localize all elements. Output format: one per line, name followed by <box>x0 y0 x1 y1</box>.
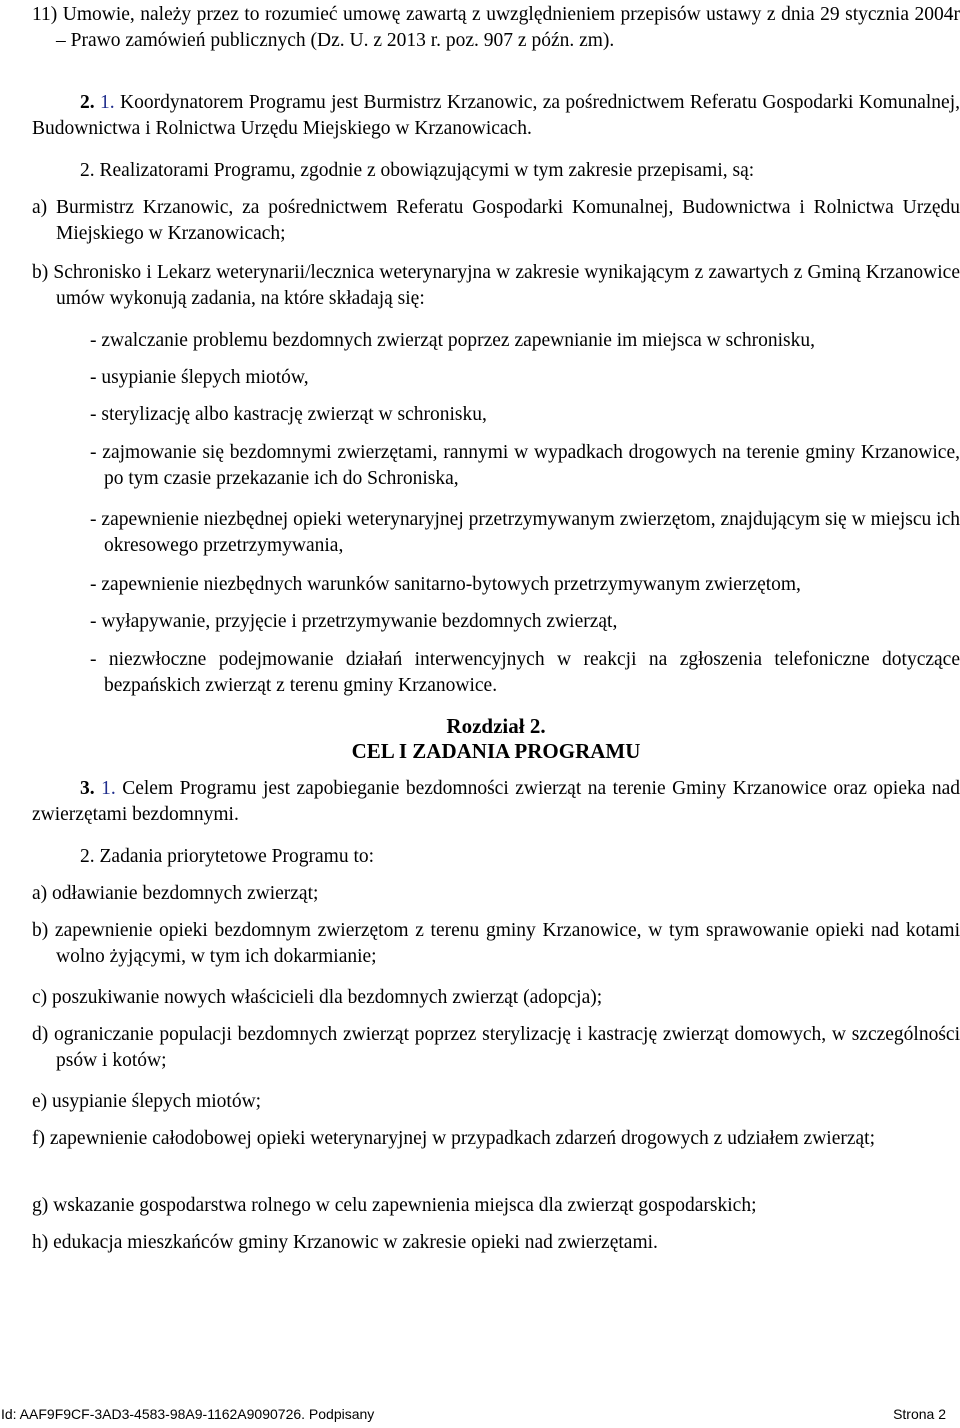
task-item-e: e) usypianie ślepych miotów; <box>32 1091 262 1112</box>
dash-item: - zapewnienie niezbędnej opieki weterynaryjnej przetrzymywanym zwierzętom, znajdującym się w miejscu ich okresowego przetrzymywania, <box>90 509 960 556</box>
paragraph-text: Zadania priorytetowe Programu to: <box>99 846 375 867</box>
document-id: Id: AAF9F9CF-3AD3-4583-98A9-1162A9090726. Podpisany <box>1 1406 375 1422</box>
paragraph-number: 2. <box>80 846 95 867</box>
chapter-number: Rozdział 2. <box>446 714 546 738</box>
paragraph-number: 1. <box>101 778 116 799</box>
task-item-h: h) edukacja mieszkańców gminy Krzanowic w zakresie opieki nad zwierzętami. <box>32 1232 658 1253</box>
task-item-d: d) ograniczanie populacji bezdomnych zwierząt poprzez sterylizację i kastrację zwierząt domowych, w szczególności psów i kotów; <box>32 1024 960 1071</box>
section-2-paragraph-2 <box>32 158 960 184</box>
task-item-g: g) wskazanie gospodarstwa rolnego w celu zapewnienia miejsca dla zwierząt gospodarskich; <box>32 1195 757 1216</box>
dash-item: - wyłapywanie, przyjęcie i przetrzymywanie bezdomnych zwierząt, <box>90 611 618 632</box>
section-3-paragraph-1 <box>32 776 960 828</box>
paragraph-number: 2. <box>80 160 95 181</box>
list-item-a: a) Burmistrz Krzanowic, za pośrednictwem Referatu Gospodarki Komunalnej, Budownictwa i Rolnictwa Urzędu Miejskiego w Krzanowicach; <box>32 197 960 244</box>
paragraph-text: Realizatorami Programu, zgodnie z obowiązującymi w tym zakresie przepisami, są: <box>99 160 755 181</box>
paragraph-text: Koordynatorem Programu jest Burmistrz Krzanowic, za pośrednictwem Referatu Gospodarki Komunalnej, Budownictwa i Rolnictwa Urzędu Miejskiego w Krzanowicach. <box>32 92 960 139</box>
section-number: 2. <box>80 92 95 113</box>
section-3-paragraph-2 <box>32 844 960 870</box>
page-footer <box>0 1405 960 1423</box>
list-item-b: b) Schronisko i Lekarz weterynarii/lecznica weterynaryjna w zakresie wynikającym z zawartych z Gminą Krzanowice umów wykonują zadania, na które składają się: <box>32 262 960 309</box>
paragraph-number: 1. <box>100 92 115 113</box>
dash-item: - zwalczanie problemu bezdomnych zwierząt poprzez zapewnianie im miejsca w schronisku, <box>90 330 815 351</box>
dash-item: - usypianie ślepych miotów, <box>90 367 309 388</box>
task-item-c: c) poszukiwanie nowych właścicieli dla bezdomnych zwierząt (adopcja); <box>32 987 603 1008</box>
section-2-paragraph-1 <box>32 90 960 142</box>
dash-item: - zapewnienie niezbędnych warunków sanitarno-bytowych przetrzymywanym zwierzętom, <box>90 574 801 595</box>
page-number: Strona 2 <box>893 1406 946 1422</box>
section-number: 3. <box>80 778 95 799</box>
definition-item-11: 11) Umowie, należy przez to rozumieć umowę zawartą z uwzględnieniem przepisów ustawy z dnia 29 stycznia 2004r – Prawo zamówień publicznych (Dz. U. z 2013 r. poz. 907 z późn. zm). <box>32 4 960 51</box>
paragraph-text: Celem Programu jest zapobieganie bezdomności zwierząt na terenie Gminy Krzanowice oraz opieka nad zwierzętami bezdomnymi. <box>32 778 960 825</box>
dash-item: - niezwłoczne podejmowanie działań interwencyjnych w reakcji na zgłoszenia telefoniczne dotyczące bezpańskich zwierząt z terenu gminy Krzanowice. <box>90 649 960 696</box>
dash-item: - sterylizację albo kastrację zwierząt w schronisku, <box>90 404 487 425</box>
task-item-a: a) odławianie bezdomnych zwierząt; <box>32 883 319 904</box>
task-item-b: b) zapewnienie opieki bezdomnym zwierzętom z terenu gminy Krzanowice, w tym sprawowanie opieki nad kotami wolno żyjącymi, w tym ich dokarmianie; <box>32 920 960 967</box>
chapter-title: CEL I ZADANIA PROGRAMU <box>351 739 641 763</box>
task-item-f: f) zapewnienie całodobowej opieki weterynaryjnej w przypadkach zdarzeń drogowych z udziałem zwierząt; <box>32 1128 875 1149</box>
dash-item: - zajmowanie się bezdomnymi zwierzętami, rannymi w wypadkach drogowych na terenie gminy Krzanowice, po tym czasie przekazanie ich do Schroniska, <box>90 442 960 489</box>
